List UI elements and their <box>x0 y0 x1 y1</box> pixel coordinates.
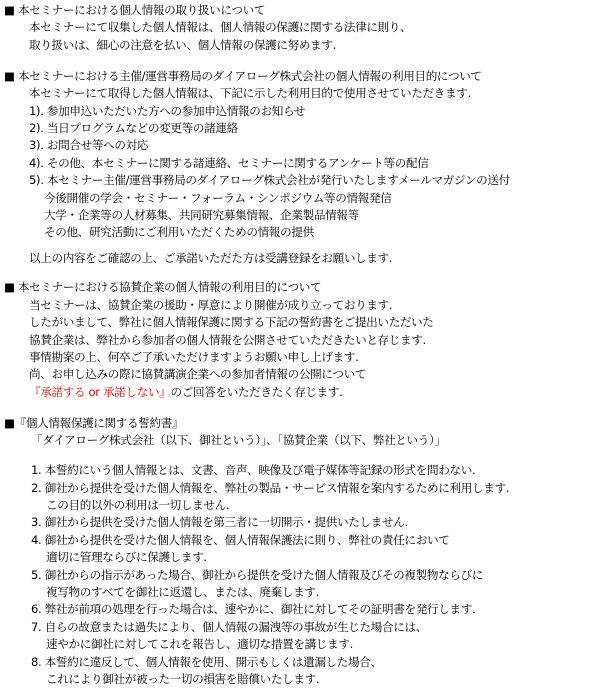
section2-item: 4). その他、本セミナーに関する諸連絡、セミナーに関するアンケート等の配信 <box>29 156 429 170</box>
section3-line: 尚、お申し込みの際に協賛講演企業への参加者情報の公開について <box>29 367 367 381</box>
section3-consent-line <box>29 383 343 401</box>
section3-line: 事情勘案の上、何卒ご了承いただけますようお願い申し上げます. <box>29 350 359 364</box>
section2-sub-item: その他、研究活動にご利用いただくための情報の提供 <box>44 225 314 239</box>
section2-closing: 以上の内容をご確認の上、ご承諾いただた方は受講登録をお願いします. <box>29 251 393 265</box>
consent-request-text: のご回答をいただきたく存じます. <box>170 385 343 399</box>
pledge-item-continued: 適切に管理ならびに保護します. <box>46 550 207 564</box>
section2-sub-item: 今後開催の学会・セミナー・フォーラム・シンポジウム等の情報発信 <box>44 191 392 205</box>
section2-heading: ■ 本セミナーにおける主催/運営事務局のダイアローグ株式会社の個人情報の利用目的について <box>4 69 482 83</box>
pledge-item-continued: 速やかに御社に対してこれを報告し、適切な措置を講じます. <box>46 637 353 651</box>
pledge-item-continued: 複写物のすべてを御社に返還し、または、廃棄します. <box>46 585 319 599</box>
pledge-item: 5. 御社からの指示があった場合、御社から提供を受けた個人情報及びその複製物ならびに <box>31 568 484 582</box>
pledge-item: 1. 本誓約にいう個人情報とは、文書、音声、映像及び電子媒体等記録の形式を問わない. <box>31 463 476 477</box>
pledge-item: 7. 自らの故意または過失により、個人情報の漏洩等の事故が生じた場合には、 <box>31 620 427 634</box>
pledge-item: 3. 御社から提供を受けた個人情報を第三者に一切開示・提供いたしません. <box>31 515 408 529</box>
consent-choice-red-text: 『承諾する or 承諾しない』 <box>29 385 171 399</box>
section3-line: 協賛企業は、弊社から参加者の個人情報を公開させていただきたいと存じます. <box>29 333 426 347</box>
pledge-item: 4. 御社から提供を受けた個人情報を、個人情報保護法に則り、弊社の責任において <box>31 533 450 547</box>
section3-line: したがいまして、弊社に個人情報保護に関する下記の誓約書をご提出いただいた <box>29 315 434 329</box>
section1-line: 取り扱いは、細心の注意を払い、個人情報の保護に努めます. <box>29 38 336 52</box>
section2-item: 1). 参加申込いただいた方への参加申込情報のお知らせ <box>29 104 306 118</box>
pledge-item: 8. 本誓約に違反して、個人情報を使用、開示もしくは遺漏した場合、 <box>31 655 382 669</box>
pledge-item: 2. 御社から提供を受けた個人情報を、弊社の製品・サービス情報を案内するために利用します. <box>31 481 510 495</box>
pledge-item-continued: これにより御社が被った一切の損害を賠償いたします. <box>46 672 320 686</box>
pledge-item: 6. 弊社が前項の処理を行った場合は、速やかに、御社に対してその証明書を発行します. <box>31 602 476 616</box>
section2-item: 5). 本セミナー主催/運営事務局のダイアローグ株式会社が発行いたしますメールマガジンの送付 <box>29 173 510 187</box>
section4-parties: 「ダイアローグ株式会社（以下、御社という）」、「協賛企業（以下、弊社という）」 <box>31 433 446 447</box>
section2-item: 2). 当日プログラムなどの変更等の諸連絡 <box>29 121 238 135</box>
section3-heading: ■ 本セミナーにおける協賛企業の個人情報の利用目的について <box>4 280 322 294</box>
section3-line: 当セミナーは、協賛企業の援助・厚意により開催が成り立っております. <box>29 298 393 312</box>
section2-intro: 本セミナーにて取得した個人情報は、下記に示した利用目的で使用させていただきます. <box>29 86 471 100</box>
section4-heading: ■『個人情報保護に関する誓約書』 <box>4 416 184 430</box>
pledge-item-continued: この目的以外の利用は一切しません. <box>46 498 230 512</box>
section1-line: 本セミナーにて収集した個人情報は、個人情報の保護に関する法律に則り、 <box>29 20 412 34</box>
section2-sub-item: 大学・企業等の人材募集、共同研究募集情報、企業製品情報等 <box>44 208 359 222</box>
section2-item: 3). お問合せ等への対応 <box>29 138 149 152</box>
section1-heading: ■ 本セミナーにおける個人情報の取り扱いについて <box>4 3 266 17</box>
